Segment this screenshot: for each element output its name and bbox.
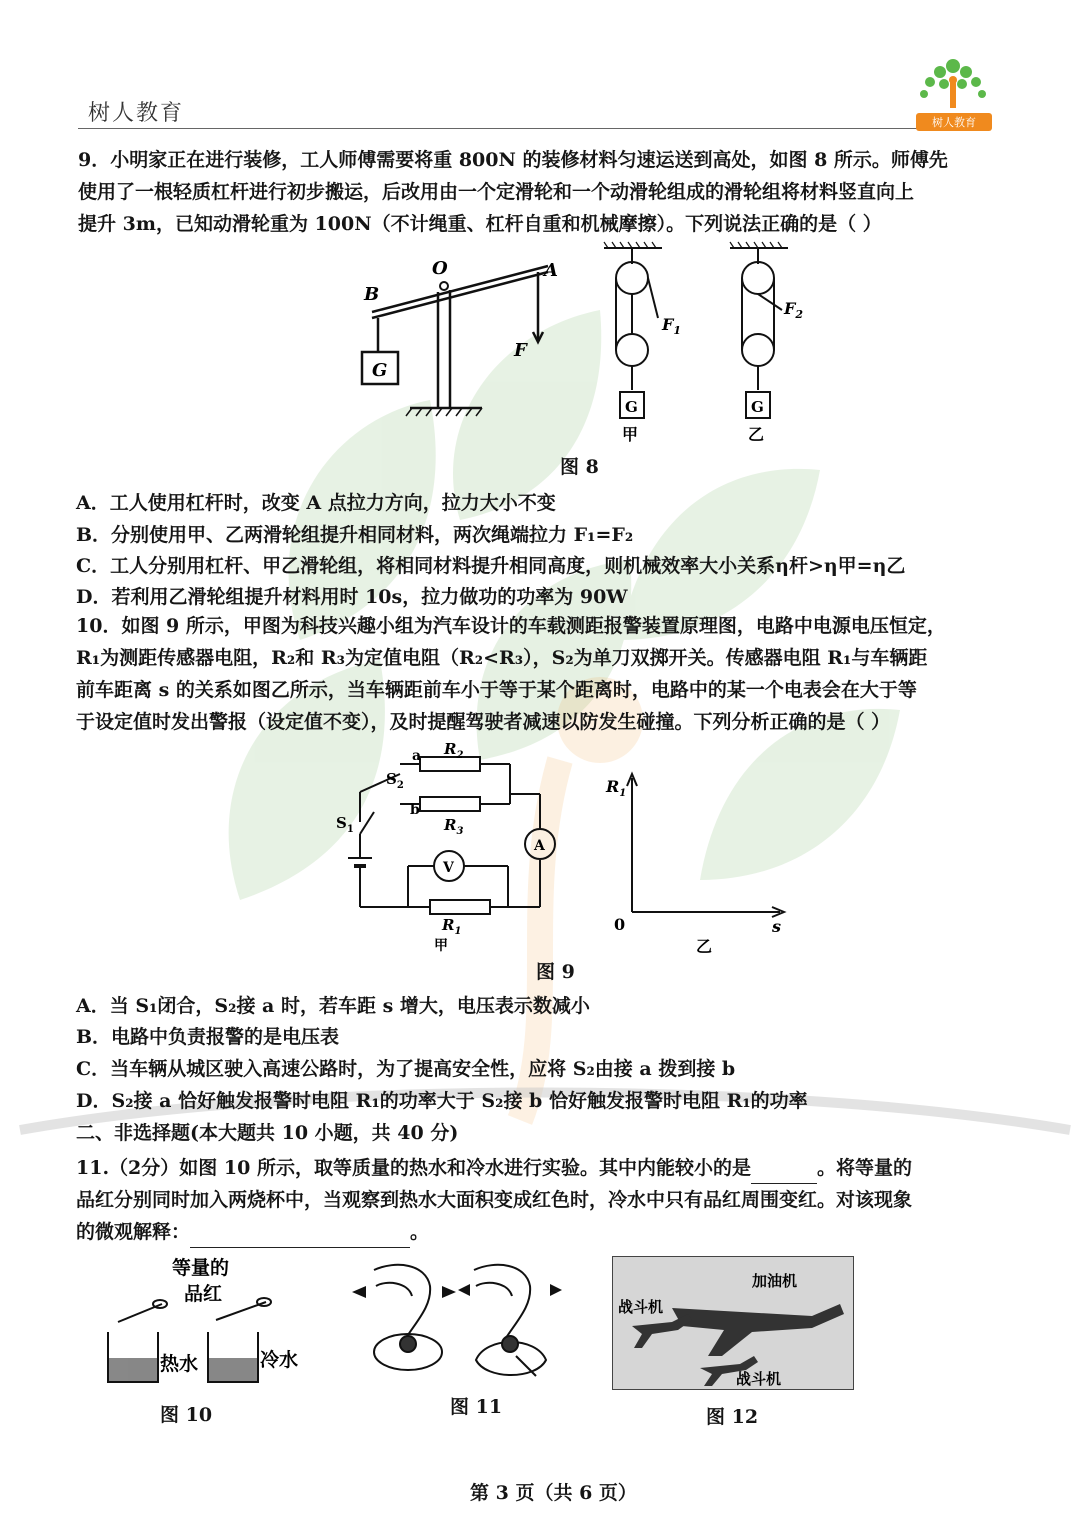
- lever-label-b: B: [364, 284, 380, 305]
- svg-text:F2: [783, 299, 803, 321]
- circuit-s2: S: [386, 770, 397, 788]
- q11-line-3-a: 的微观解释：: [76, 1221, 191, 1243]
- figure-9-caption: 图 9: [536, 961, 575, 983]
- figure-9-graph: [600, 766, 800, 956]
- pulley2-g: G: [751, 398, 764, 416]
- graph-y-sub: 1: [619, 788, 627, 799]
- circuit-b: b: [410, 802, 420, 818]
- q10-stem-line-2: R₁为测距传感器电阻，R₂和 R₃为定值电阻（R₂<R₃），S₂为单刀双掷开关。传感器电阻 R₁与车辆距: [76, 647, 928, 669]
- q10-option-c: C．当车辆从城区驶入高速公路时，为了提高安全性，应将 S₂由接 a 拨到接 b: [76, 1058, 736, 1080]
- circuit-s2-sub: 2: [396, 780, 404, 791]
- q10-option-b: B．电路中负责报警的是电压表: [76, 1026, 340, 1048]
- figure-8-caption: 图 8: [560, 456, 599, 478]
- lever-label-a: A: [544, 260, 558, 281]
- figure-12: [612, 1256, 854, 1390]
- q9-stem-line-3: 提升 3m，已知动滑轮重为 100N（不计绳重、杠杆自重和机械摩擦）。下列说法正确的是（ ）: [78, 213, 882, 235]
- pulley1-g: G: [625, 398, 638, 416]
- q9-stem-line-2: 使用了一根轻质杠杆进行初步搬运，后改用由一个定滑轮和一个动滑轮组成的滑轮组将材料竖直向上: [78, 181, 915, 203]
- q10-option-d: D．S₂接 a 恰好触发报警时电阻 R₁的功率大于 S₂接 b 恰好触发报警时电阻 R₁的功率: [76, 1090, 808, 1112]
- circuit-r1: R: [442, 916, 455, 934]
- figure-10-caption: 图 10: [160, 1404, 213, 1426]
- pulley2-force: F: [784, 299, 796, 318]
- figure-9-circuit: [330, 742, 570, 957]
- fig12-tanker-label: 加油机: [752, 1272, 798, 1290]
- circuit-s1: S: [336, 814, 347, 832]
- svg-text:F1: [661, 315, 681, 337]
- q11-line-1-b: 。将等量的: [816, 1157, 912, 1179]
- circuit-r3: R: [444, 816, 457, 834]
- q10-option-a: A．当 S₁闭合，S₂接 a 时，若车距 s 增大，电压表示数减小: [76, 995, 590, 1017]
- q9-option-b: B．分别使用甲、乙两滑轮组提升相同材料，两次绳端拉力 F₁=F₂: [76, 524, 634, 546]
- circuit-r1-sub: 1: [454, 926, 462, 937]
- fig12-fighter-label-1: 战斗机: [618, 1298, 664, 1316]
- pulley1-force: F: [662, 315, 674, 334]
- pulley2-name: 乙: [748, 425, 765, 444]
- q9-option-a: A．工人使用杠杆时，改变 A 点拉力方向，拉力大小不变: [76, 492, 556, 514]
- graph-origin: 0: [614, 915, 626, 934]
- svg-text:S1: [336, 814, 354, 835]
- circuit-name: 甲: [434, 938, 448, 954]
- q9-stem-line-1: 9．小明家正在进行装修，工人师傅需要将重 800N 的装修材料匀速运送到高处，如图 8 所示。师傅先: [78, 149, 948, 171]
- circuit-s1-sub: 1: [346, 824, 354, 835]
- ammeter-label: A: [534, 838, 545, 854]
- svg-text:R1: [605, 777, 626, 799]
- section-2-title: 二、非选择题(本大题共 10 小题，共 40 分): [76, 1122, 459, 1144]
- lever-label-f: F: [514, 340, 527, 361]
- lever-label-g: G: [372, 360, 388, 381]
- fig10-hot-label: 热水: [160, 1353, 199, 1375]
- figure-12-caption: 图 12: [706, 1406, 759, 1428]
- figure-10: [96, 1252, 316, 1392]
- q11-line-3-b: 。: [410, 1221, 430, 1243]
- header-brand: 树人教育: [88, 101, 185, 126]
- svg-text:R2: [443, 742, 463, 761]
- figure-8: [350, 240, 820, 450]
- pulley1-force-sub: 1: [673, 324, 682, 337]
- q9-option-d: D．若利用乙滑轮组提升材料用时 10s，拉力做功的功率为 90W: [76, 586, 628, 608]
- svg-text:R1: [441, 916, 461, 937]
- svg-text:S2: [386, 770, 404, 791]
- q11-line-1: [76, 1152, 1006, 1184]
- svg-text:R3: [443, 816, 463, 837]
- circuit-r3-sub: 3: [456, 826, 464, 837]
- fig12-fighter-label-2: 战斗机: [736, 1370, 782, 1388]
- q11-line-1-a: 11.（2分）如图 10 所示，取等质量的热水和冷水进行实验。其中内能较小的是: [76, 1157, 751, 1179]
- fig10-label-1: 等量的: [172, 1257, 230, 1279]
- voltmeter-label: V: [443, 860, 454, 876]
- circuit-a: a: [412, 748, 422, 764]
- page-number: 第 3 页（共 6 页）: [470, 1482, 637, 1504]
- fig10-cold-label: 冷水: [260, 1349, 299, 1371]
- q10-stem-line-4: 于设定值时发出警报（设定值不变），及时提醒驾驶者减速以防发生碰撞。下列分析正确的是（ ）: [76, 711, 891, 733]
- pulley2-force-sub: 2: [795, 308, 804, 321]
- circuit-r2: R: [444, 742, 457, 758]
- q11-line-3: [76, 1216, 1006, 1248]
- header-divider: [78, 128, 918, 129]
- logo-text: 树人教育: [916, 113, 992, 131]
- q11-line-2: 品红分别同时加入两烧杯中，当观察到热水大面积变成红色时，冷水中只有品红周围变红。对该现象: [76, 1189, 913, 1211]
- fig10-label-2: 品红: [184, 1283, 223, 1305]
- figure-11: [346, 1256, 576, 1391]
- q10-stem-line-3: 前车距离 s 的关系如图乙所示，当车辆距前车小于等于某个距离时，电路中的某一个电表会在大于等: [76, 679, 917, 701]
- lever-label-o: O: [432, 258, 448, 279]
- q11-blank-2[interactable]: [190, 1247, 410, 1248]
- q9-option-c: C．工人分别用杠杆、甲乙滑轮组，将相同材料提升相同高度，则机械效率大小关系η杆>η甲=η乙: [76, 555, 906, 577]
- graph-x-label: s: [772, 917, 782, 936]
- graph-y-label: R: [606, 777, 620, 796]
- circuit-r2-sub: 2: [456, 750, 464, 761]
- pulley1-name: 甲: [622, 425, 639, 444]
- graph-name: 乙: [696, 937, 713, 956]
- q10-stem-line-1: 10．如图 9 所示，甲图为科技兴趣小组为汽车设计的车载测距报警装置原理图，电路中电源电压恒定，: [76, 615, 946, 637]
- figure-11-caption: 图 11: [450, 1396, 503, 1418]
